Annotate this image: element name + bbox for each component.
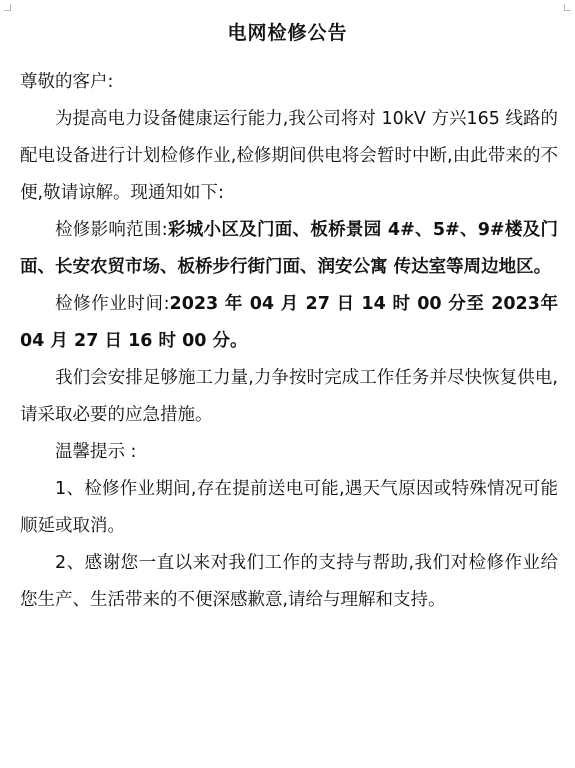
time-paragraph — [20, 286, 558, 360]
arrangement-paragraph: 我们会安排足够施工力量,力争按时完成工作任务并尽快恢复供电,请采取必要的应急措施。 — [20, 368, 558, 425]
scope-label: 检修影响范围: — [55, 220, 168, 240]
tips-heading: 温馨提示 : — [55, 442, 137, 462]
tip-item-1: 1、检修作业期间,存在提前送电可能,遇天气原因或特殊情况可能顺延或取消。 — [20, 479, 558, 536]
page-corner-mark — [564, 4, 571, 11]
intro-paragraph: 为提高电力设备健康运行能力,我公司将对 10kV 方兴165 线路的配电设备进行计划检修作业,检修期间供电将会暂时中断,由此带来的不便,敬请谅解。现通知如下: — [20, 109, 558, 203]
page-corner-mark — [4, 4, 11, 11]
tip-item-2: 2、感谢您一直以来对我们工作的支持与帮助,我们对检修作业给您生产、生活带来的不便深感歉意,请给与理解和支持。 — [20, 553, 558, 610]
salutation: 尊敬的客户: — [20, 72, 114, 92]
scope-value: 彩城小区及门面、板桥景园 4#、5#、9#楼及门面、长安农贸市场、板桥步行街门面、润安公寓 传达室等周边地区。 — [20, 220, 558, 277]
time-value: 2023 年 04 月 27 日 14 时 00 分至 2023年 04 月 27 日 16 时 00 分。 — [20, 294, 558, 351]
time-label: 检修作业时间: — [55, 294, 170, 314]
scope-paragraph — [20, 212, 558, 286]
notice-body — [20, 64, 558, 619]
notice-title: 电网检修公告 — [227, 22, 348, 44]
